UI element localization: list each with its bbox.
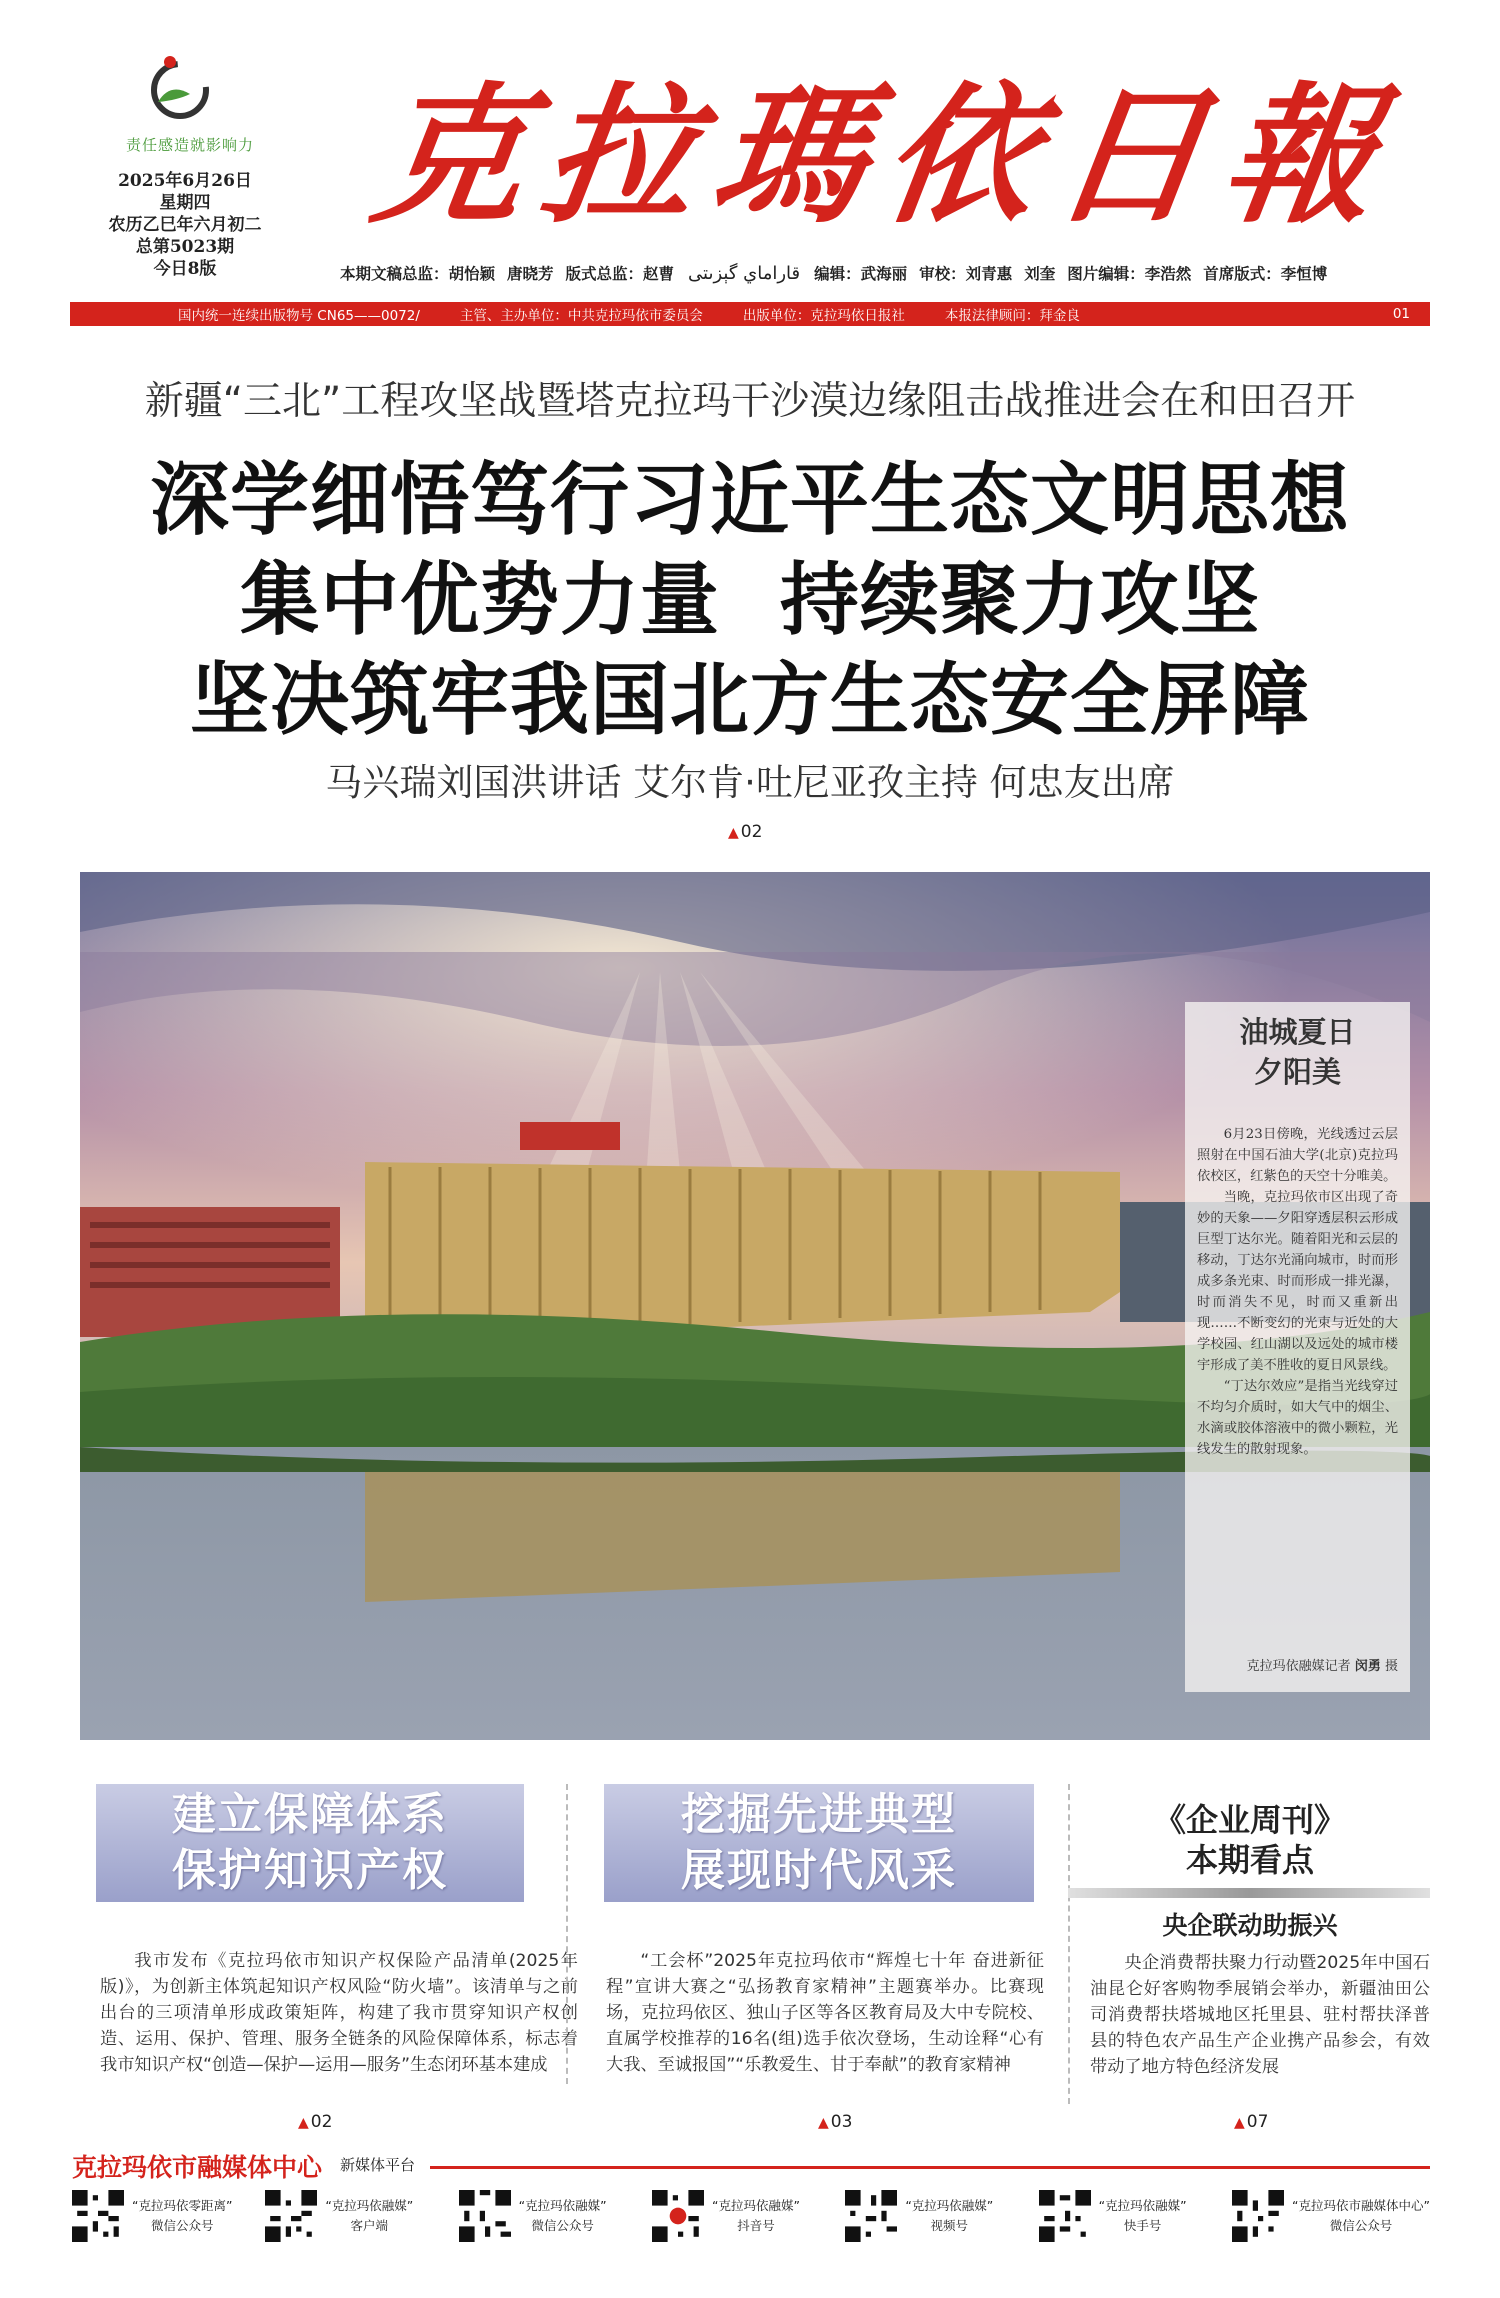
col1-page-ref[interactable] bbox=[298, 2112, 332, 2132]
col2-title-2: 展现时代风采 bbox=[681, 1845, 957, 1896]
media-center-subtitle: 新媒体平台 bbox=[340, 2156, 416, 2174]
masthead-char: 克 bbox=[362, 68, 544, 244]
masthead-title bbox=[357, 48, 1404, 244]
col2-page-ref-number: 03 bbox=[830, 2112, 853, 2132]
qr-account-name: “克拉玛依市融媒体中心” bbox=[1291, 2198, 1430, 2213]
feature-photo bbox=[80, 872, 1430, 1740]
col1-title-2: 保护知识产权 bbox=[172, 1845, 448, 1896]
qr-code-icon bbox=[72, 2190, 124, 2242]
qr-code-icon bbox=[1232, 2190, 1284, 2242]
qr-item[interactable] bbox=[72, 2190, 237, 2242]
lunar-date: 农历乙巳年六月初二 bbox=[108, 215, 262, 235]
qr-item[interactable] bbox=[265, 2190, 430, 2242]
col3-body: 央企消费帮扶聚力行动暨2025年中国石油昆仑好客购物季展销会举办，新疆油田公司消费帮扶塔城地区托里县、驻村帮扶泽普县的特色农产品生产企业携产品参会，有效带动了地方特色经济发展 bbox=[1090, 1953, 1430, 2077]
qr-label bbox=[1292, 2196, 1430, 2236]
qr-item[interactable] bbox=[652, 2190, 817, 2242]
qr-code-icon bbox=[652, 2190, 704, 2242]
photo-caption-para: “丁达尔效应”是指当光线穿过不均匀介质时，如大气中的烟尘、水滴或胶体溶液中的微小颗粒，光线发生的散射现象。 bbox=[1197, 1379, 1398, 1457]
qr-item[interactable] bbox=[1039, 2190, 1204, 2242]
col1-title-1: 建立保障体系 bbox=[172, 1789, 448, 1840]
masthead-char: 拉 bbox=[532, 68, 714, 244]
date-block bbox=[70, 170, 300, 280]
triangle-icon: ▲ bbox=[298, 2115, 309, 2131]
photo-title bbox=[1197, 1012, 1398, 1092]
lead-headline-2 bbox=[0, 536, 1500, 650]
qr-account-name: “克拉玛依融媒” bbox=[905, 2198, 994, 2213]
photo-caption-panel bbox=[1185, 1002, 1410, 1692]
qr-account-type: 抖音号 bbox=[737, 2218, 775, 2233]
proofreader: 审校：刘青惠 bbox=[919, 264, 1013, 283]
photo-credit bbox=[1197, 1655, 1398, 1674]
qr-item[interactable] bbox=[1232, 2190, 1432, 2242]
col1-body: 我市发布《克拉玛依市知识产权保险产品清单(2025年版)》，为创新主体筑起知识产权风险“防火墙”。该清单与之前出台的三项清单形成政策矩阵，构建了我市贯穿知识产权创造、运用、保护、管理、服务全链条的风险保障体系，标志着我市知识产权“创造—保护—运用—服务”生态闭环基本建成 bbox=[100, 1951, 578, 2075]
col1-page-ref-number: 02 bbox=[310, 2112, 333, 2132]
weekly-title-2: 本期看点 bbox=[1185, 1841, 1314, 1879]
editor-credits bbox=[340, 262, 1455, 284]
legal-counsel: 本报法律顾问：拜金良 bbox=[944, 308, 1080, 324]
qr-label bbox=[1099, 2196, 1187, 2236]
lead-subline: 马兴瑞刘国洪讲话 艾尔肯·吐尼亚孜主持 何忠友出席 bbox=[325, 761, 1175, 804]
lead-page-ref[interactable] bbox=[728, 822, 762, 842]
qr-label bbox=[325, 2196, 413, 2236]
lead-headline-3: 坚决筑牢我国北方生态安全屏障 bbox=[190, 654, 1310, 746]
qr-label bbox=[712, 2196, 800, 2236]
masthead-char: 日 bbox=[1042, 68, 1224, 244]
column-divider bbox=[566, 1784, 568, 2084]
col2-body: “工会杯”2025年克拉玛依市“辉煌七十年 奋进新征程”宣讲大赛之“弘扬教育家精神”主题赛举办。比赛现场，克拉玛依区、独山子区等各区教育局及大中专院校、直属学校推荐的16名(组)选手依次登场，生动诠释“心有大我、至诚报国”“乐教爱生、甘于奉献”的教育家精神 bbox=[606, 1951, 1044, 2075]
masthead-char: 依 bbox=[872, 68, 1054, 244]
weekly-subtitle: 央企联动助振兴 bbox=[1162, 1911, 1338, 1940]
layout-editor: 首席版式：李恒博 bbox=[1203, 264, 1328, 283]
triangle-icon: ▲ bbox=[728, 825, 739, 841]
sponsor: 主管、主办单位：中共克拉玛依市委员会 bbox=[459, 308, 703, 324]
qr-account-name: “克拉玛依融媒” bbox=[325, 2198, 414, 2213]
qr-account-name: “克拉玛依零距离” bbox=[132, 2198, 233, 2213]
col3-page-ref-number: 07 bbox=[1246, 2112, 1269, 2132]
page-count: 今日8版 bbox=[153, 259, 217, 279]
publisher: 出版单位：克拉玛依日报社 bbox=[742, 308, 905, 324]
col3-page-ref[interactable] bbox=[1234, 2112, 1268, 2132]
page-number: 01 bbox=[1392, 306, 1410, 322]
chief-editor: 本期文稿总监：胡怡颖 bbox=[340, 264, 496, 283]
slogan: 责任感造就影响力 bbox=[125, 136, 254, 154]
newspaper-logo-icon bbox=[140, 52, 220, 122]
issue-date: 2025年6月26日 bbox=[118, 171, 252, 191]
lead-headline-2b: 持续聚力攻坚 bbox=[780, 554, 1260, 646]
photo-credit-suffix: 摄 bbox=[1384, 1659, 1398, 1674]
qr-label bbox=[519, 2196, 607, 2236]
qr-code-icon bbox=[1039, 2190, 1091, 2242]
photo-title-line-2: 夕阳美 bbox=[1253, 1055, 1341, 1089]
qr-code-icon bbox=[459, 2190, 511, 2242]
triangle-icon: ▲ bbox=[1234, 2115, 1245, 2131]
qr-account-type: 微信公众号 bbox=[531, 2218, 594, 2233]
qr-account-type: 微信公众号 bbox=[1329, 2218, 1393, 2233]
qr-label bbox=[905, 2196, 993, 2236]
weekly-title-1: 《企业周刊》 bbox=[1153, 1801, 1346, 1839]
qr-code-icon bbox=[265, 2190, 317, 2242]
footer-rule bbox=[430, 2166, 1430, 2169]
weekday: 星期四 bbox=[159, 193, 211, 213]
photo-credit-prefix: 克拉玛依融媒记者 bbox=[1246, 1659, 1351, 1674]
triangle-icon: ▲ bbox=[818, 2115, 829, 2131]
proofreader-2: 刘奎 bbox=[1024, 264, 1056, 283]
lead-kicker: 新疆“三北”工程攻坚战暨塔克拉玛干沙漠边缘阻击战推进会在和田召开 bbox=[144, 379, 1356, 424]
publication-info-bar bbox=[70, 302, 1430, 326]
qr-item[interactable] bbox=[845, 2190, 1010, 2242]
photographer-name: 闵勇 bbox=[1354, 1659, 1381, 1674]
media-center-title: 克拉玛依市融媒体中心 bbox=[72, 2153, 323, 2182]
qr-code-row bbox=[72, 2190, 1432, 2242]
layout-chief: 版式总监：赵曹 bbox=[565, 264, 675, 283]
co-chief-editor: 唐晓芳 bbox=[507, 264, 554, 283]
uyghur-title: قاراماي گېزىتى bbox=[688, 262, 801, 284]
qr-account-type: 视频号 bbox=[930, 2218, 969, 2233]
editor: 编辑：武海丽 bbox=[814, 264, 908, 283]
masthead-char: 報 bbox=[1212, 68, 1394, 244]
photo-caption-para: 6月23日傍晚，光线透过云层照射在中国石油大学(北京)克拉玛依校区，红紫色的天空十分唯美。 bbox=[1197, 1127, 1398, 1184]
photo-caption-para: 当晚，克拉玛依市区出现了奇妙的天象——夕阳穿透层积云形成巨型丁达尔光。随着阳光和云层的移动，丁达尔光涌向城市，时而形成多条光束、时而形成一排光瀑，时而消失不见，时而又重新出现……不断变幻的光束与近处的大学校园、红山湖以及远处的城市楼宇形成了美不胜收的夏日风景线。 bbox=[1197, 1190, 1398, 1373]
col2-title-1: 挖掘先进典型 bbox=[681, 1789, 957, 1840]
photo-title-line-1: 油城夏日 bbox=[1239, 1015, 1356, 1049]
masthead-char: 瑪 bbox=[702, 68, 884, 244]
qr-account-name: “克拉玛依融媒” bbox=[711, 2198, 800, 2213]
qr-label bbox=[132, 2196, 232, 2236]
weekly-title[interactable] bbox=[1070, 1800, 1430, 1880]
lead-headline-2a: 集中优势力量 bbox=[240, 554, 720, 646]
qr-item[interactable] bbox=[459, 2190, 624, 2242]
photo-caption-text bbox=[1197, 1124, 1398, 1460]
col2-banner[interactable] bbox=[604, 1784, 1034, 1902]
qr-account-name: “克拉玛依融媒” bbox=[518, 2198, 607, 2213]
col2-page-ref[interactable] bbox=[818, 2112, 852, 2132]
qr-account-name: “克拉玛依融媒” bbox=[1098, 2198, 1187, 2213]
qr-account-type: 客户端 bbox=[350, 2218, 389, 2233]
photo-editor: 图片编辑：李浩然 bbox=[1067, 264, 1192, 283]
weekly-decor-bar bbox=[1068, 1888, 1430, 1898]
lead-page-ref-number: 02 bbox=[740, 822, 763, 842]
col1-banner[interactable] bbox=[96, 1784, 524, 1902]
lead-headline-1: 深学细悟笃行习近平生态文明思想 bbox=[150, 454, 1350, 546]
qr-account-type: 快手号 bbox=[1123, 2218, 1162, 2233]
issue-number: 总第5023期 bbox=[135, 237, 235, 257]
qr-account-type: 微信公众号 bbox=[150, 2218, 214, 2233]
serial-number: 国内统一连续出版物号 CN65——0072/ bbox=[178, 308, 420, 324]
qr-code-icon bbox=[845, 2190, 897, 2242]
